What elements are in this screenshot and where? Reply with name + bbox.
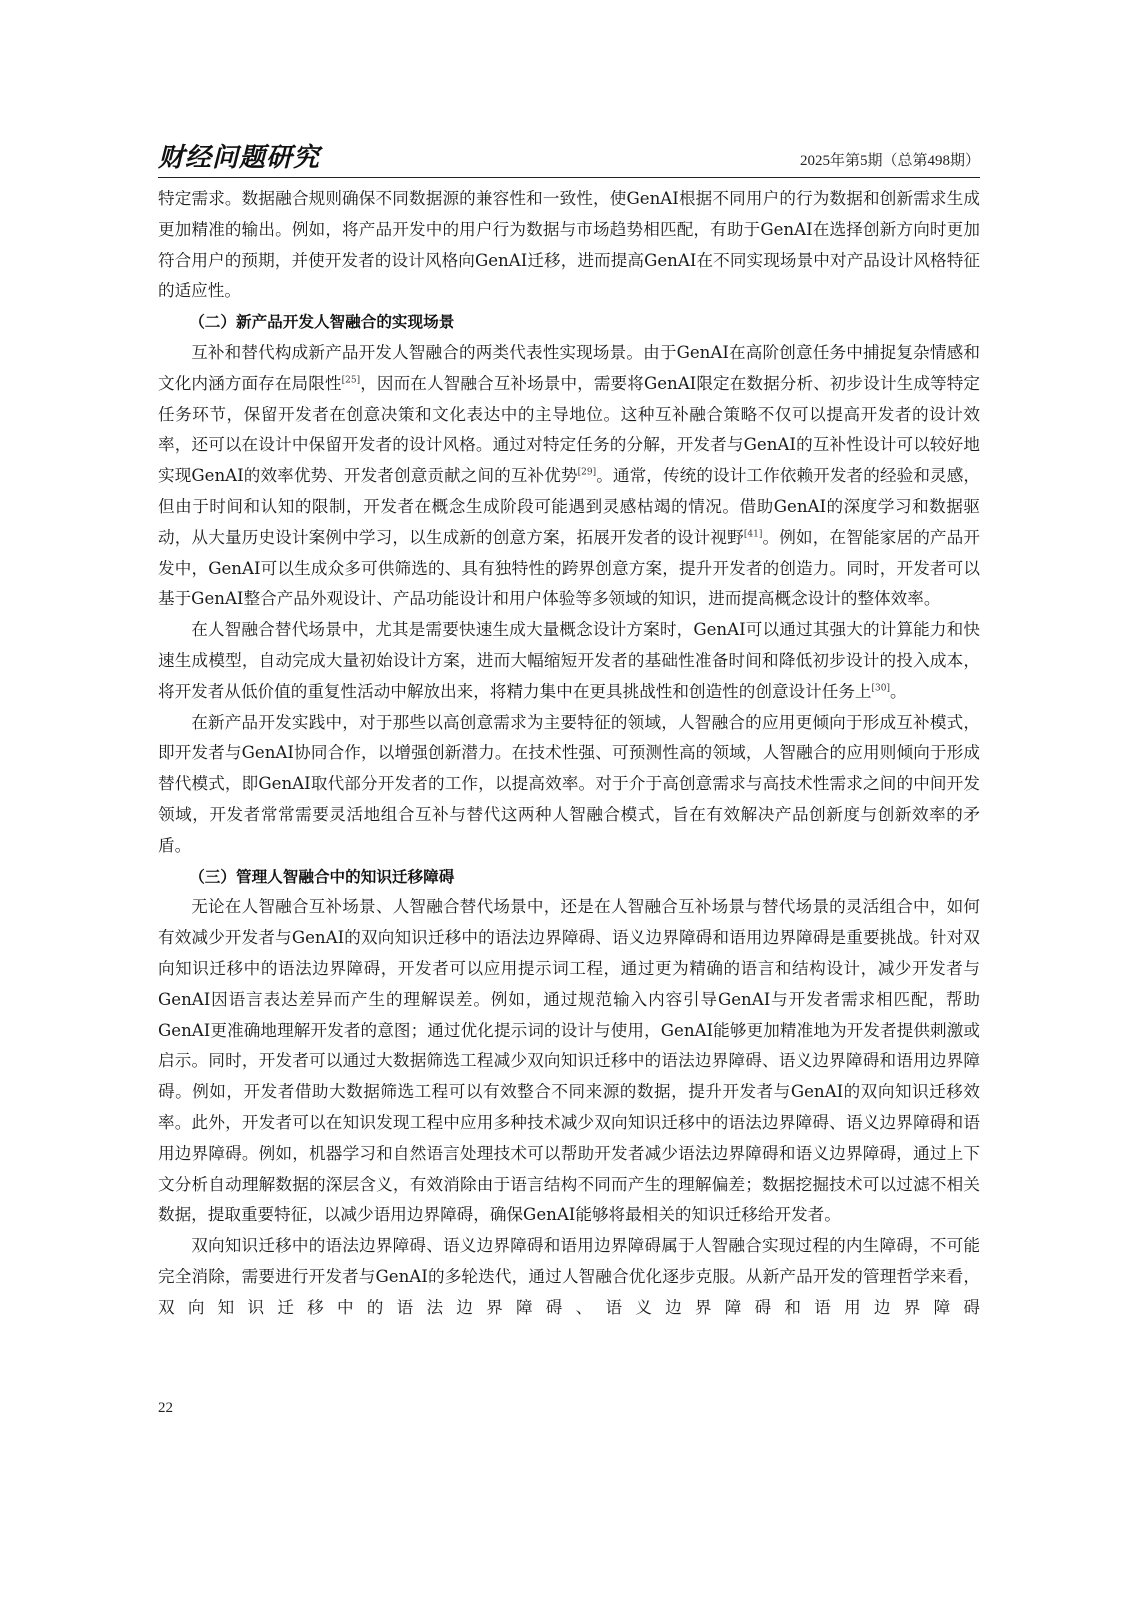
text-run: 。例如，在智能家居的产品开发中，GenAI可以生成众多可供筛选的、具有独特性的跨界创意方案，提升开发者的创造力。同时，开发者可以基于GenAI整合产品外观设计、产品功能设计和用户体验等多领域的知识，进而提高概念设计的整体效率。 — [158, 527, 981, 609]
paragraph — [158, 615, 980, 707]
citation-ref: [29] — [577, 467, 597, 478]
paragraph: 特定需求。数据融合规则确保不同数据源的兼容性和一致性，使GenAI根据不同用户的行为数据和创新需求生成更加精准的输出。例如，将产品开发中的用户行为数据与市场趋势相匹配，有助于GenAI在选择创新方向时更加符合用户的预期，并使开发者的设计风格向GenAI迁移，进而提高GenAI在不同实现场景中对产品设计风格特征的适应性。 — [158, 189, 980, 301]
paragraph: 无论在人智融合互补场景、人智融合替代场景中，还是在人智融合互补场景与替代场景的灵活组合中，如何有效减少开发者与GenAI的双向知识迁移中的语法边界障碍、语义边界障碍和语用边界障碍是重要挑战。针对双向知识迁移中的语法边界障碍，开发者可以应用提示词工程，通过更为精确的语言和结构设计，减少开发者与GenAI因语言表达差异而产生的理解误差。例如，通过规范输入内容引导GenAI与开发者需求相匹配，帮助GenAI更准确地理解开发者的意图；通过优化提示词的设计与使用，GenAI能够更加精准地为开发者提供刺激或启示。同时，开发者可以通过大数据筛选工程减少双向知识迁移中的语法边界障碍、语义边界障碍和语用边界障碍。例如，开发者借助大数据筛选工程可以有效整合不同来源的数据，提升开发者与GenAI的双向知识迁移效率。此外，开发者可以在知识发现工程中应用多种技术减少双向知识迁移中的语法边界障碍、语义边界障碍和语用边界障碍。例如，机器学习和自然语言处理技术可以帮助开发者减少语法边界障碍和语义边界障碍，通过上下文分析自动理解数据的深层含义，有效消除由于语言结构不同而产生的理解偏差；数据挖掘技术可以过滤不相关数据，提取重要特征，以减少语用边界障碍，确保GenAI能够将最相关的知识迁移给开发者。 — [158, 897, 980, 1225]
issue-info: 2025年第5期（总第498期） — [799, 153, 980, 169]
page-header — [158, 143, 980, 178]
text-run: 互补和替代构成新产品开发人智融合的两类代表性实现场景。由于GenAI在高阶创意任务中捕捉复杂情感和文化内涵方面存在局限性 — [158, 342, 980, 393]
journal-logo: 财经问题研究 — [158, 143, 321, 173]
text-run: 。通常，传统的设计工作依赖开发者的经验和灵感，但由于时间和认知的限制，开发者在概念生成阶段可能遇到灵感枯竭的情况。借助GenAI的深度学习和数据驱动，从大量历史设计案例中学习，以生成新的创意方案，拓展开发者的设计视野 — [158, 466, 980, 547]
text-run: ，因而在人智融合互补场景中，需要将GenAI限定在数据分析、初步设计生成等特定任务环节，保留开发者在创意决策和文化表达中的主导地位。这种互补融合策略不仅可以提高开发者的设计效率，还可以在设计中保留开发者的设计风格。通过对特定任务的分解，开发者与GenAI的互补性设计可以较好地实现GenAI的效率优势、开发者创意贡献之间的互补优势 — [158, 373, 980, 486]
text-run: 在人智融合替代场景中，尤其是需要快速生成大量概念设计方案时，GenAI可以通过其强大的计算能力和快速生成模型，自动完成大量初始设计方案，进而大幅缩短开发者的基础性准备时间和降低初步设计的投入成本，将开发者从低价值的重复性活动中解放出来，将精力集中在更具挑战性和创造性的创意设计任务上 — [158, 620, 980, 701]
article-body — [158, 184, 980, 1323]
text-run: 。 — [890, 681, 907, 701]
citation-ref: [25] — [341, 375, 361, 386]
paragraph: 在新产品开发实践中，对于那些以高创意需求为主要特征的领域，人智融合的应用更倾向于形成互补模式，即开发者与GenAI协同合作，以增强创新潜力。在技术性强、可预测性高的领域，人智融合的应用则倾向于形成替代模式，即GenAI取代部分开发者的工作，以提高效率。对于介于高创意需求与高技术性需求之间的中间开发领域，开发者常常需要灵活地组合互补与替代这两种人智融合模式，旨在有效解决产品创新度与创新效率的矛盾。 — [158, 712, 980, 855]
paragraph — [158, 338, 980, 615]
paragraph: 双向知识迁移中的语法边界障碍、语义边界障碍和语用边界障碍属于人智融合实现过程的内生障碍，不可能完全消除，需要进行开发者与GenAI的多轮迭代，通过人智融合优化逐步克服。从新产品开发的管理哲学来看，双向知识迁移中的语法边界障碍、语义边界障碍和语用边界障碍 — [158, 1236, 980, 1317]
section-heading: （三）管理人智融合中的知识迁移障碍 — [189, 867, 455, 886]
citation-ref: [41] — [743, 529, 763, 540]
citation-ref: [30] — [871, 683, 891, 694]
page-number: 22 — [158, 1400, 173, 1416]
section-heading: （二）新产品开发人智融合的实现场景 — [189, 313, 455, 332]
